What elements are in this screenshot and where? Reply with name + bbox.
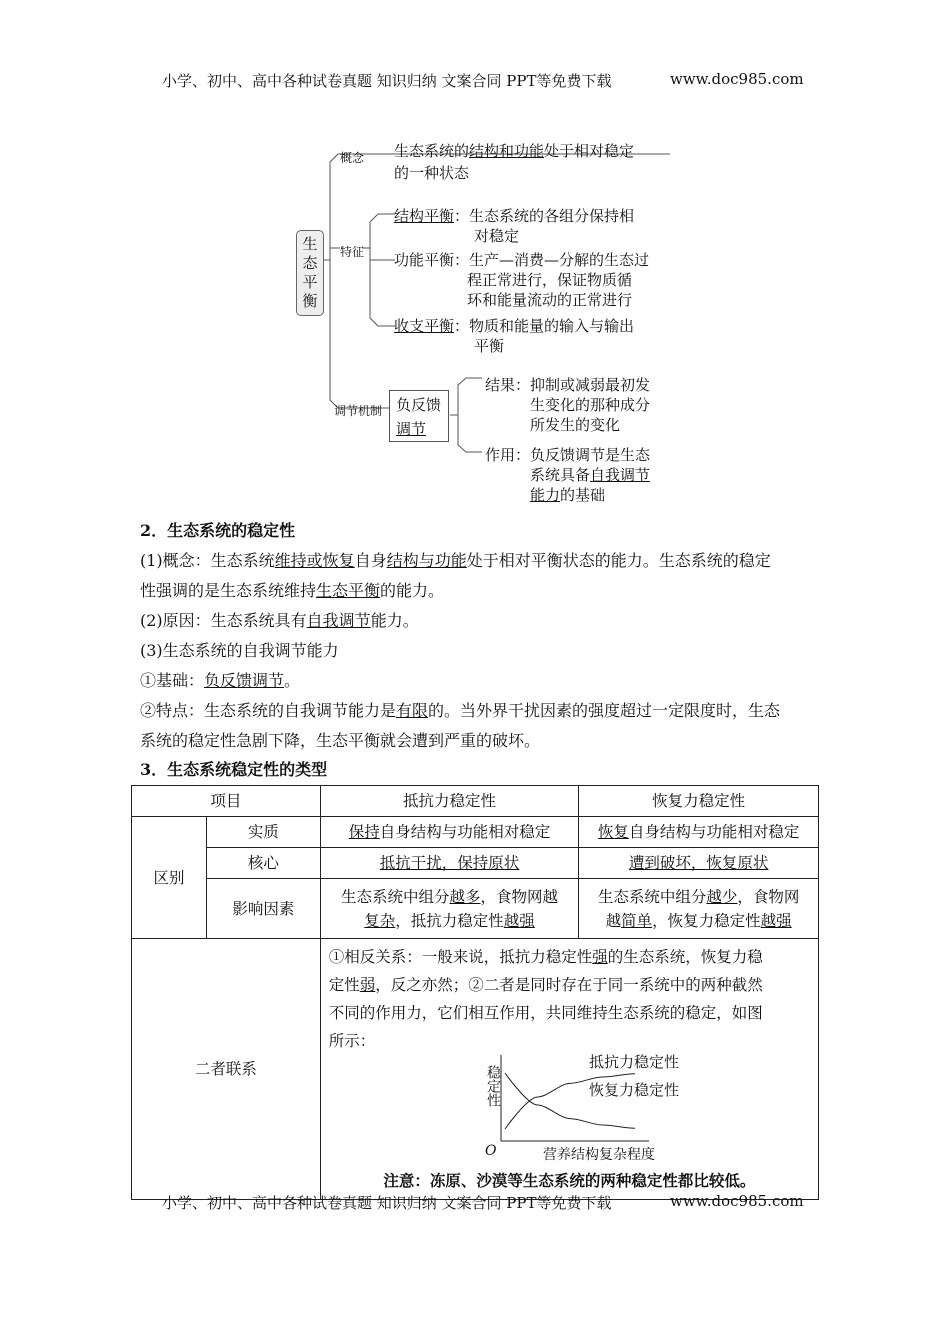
concept-label: 概念	[340, 151, 365, 165]
f1-line-2: 对稳定	[474, 227, 520, 245]
root-char: 态	[302, 254, 318, 272]
f2-line-3: 环和能量流动的正常进行	[467, 291, 633, 309]
concept-line-2: 的一种状态	[394, 164, 470, 182]
feature-label: 特征	[340, 245, 365, 259]
effect-label: 作用：	[485, 446, 531, 464]
f2-line-2: 程正常进行，保证物质循	[467, 271, 633, 289]
root-node	[296, 230, 324, 316]
row-essence: 实质	[206, 817, 320, 848]
root-char: 生	[302, 235, 318, 253]
stability-chart	[471, 1053, 679, 1165]
th-item: 项目	[132, 786, 321, 817]
s2-p7: 系统的稳定性急剧下降，生态平衡就会遭到严重的破坏。	[140, 731, 541, 750]
s2-p5: ①基础：负反馈调节。	[140, 671, 301, 690]
cell-r3c1: 生态系统中组分越多，食物网越 复杂，抵抗力稳定性越强	[320, 879, 579, 939]
series-label-recovery: 恢复力稳定性	[588, 1081, 679, 1099]
s2-p2: 性强调的是生态系统维持生态平衡的能力。	[140, 581, 445, 600]
result-label: 结果：	[485, 376, 531, 394]
row-core: 核心	[206, 848, 320, 879]
f1-line-1: 结构平衡：生态系统的各组分保持相	[394, 207, 635, 225]
root-char: 平	[302, 273, 318, 291]
f3-line-1: 收支平衡：物质和能量的输入与输出	[394, 317, 635, 335]
nf-line-1: 负反馈	[396, 396, 442, 414]
th-resist: 抵抗力稳定性	[320, 786, 579, 817]
footer-url[interactable]: www.doc985.com	[670, 1192, 804, 1210]
s2-p3: (2)原因：生态系统具有自我调节能力。	[140, 611, 419, 630]
cell-r2c2: 遭到破坏，恢复原状	[579, 848, 819, 879]
cell-r3c2: 生态系统中组分越少，食物网 越简单，恢复力稳定性越强	[579, 879, 819, 939]
cell-relation: 二者联系	[132, 939, 321, 1200]
origin-label: O	[484, 1143, 497, 1159]
result-3: 所发生的变化	[530, 416, 621, 434]
cell-diff: 区别	[132, 817, 207, 939]
series-label-resistance: 抵抗力稳定性	[588, 1053, 679, 1071]
concept-line-1: 生态系统的结构和功能处于相对稳定	[394, 142, 635, 160]
cell-relation-content: ①相反关系：一般来说，抵抗力稳定性强的生态系统，恢复力稳 定性弱，反之亦然；②二者是同时存在于同一系统中的两种截然 不同的作用力，它们相互作用，共同维持生态系统的稳定，如图 所示： 抵抗力稳定性 恢复力稳定性 稳定性 O 营养结构复杂程度 注意：冻原、沙漠等生态系统的两种稳定性都比较低。	[320, 939, 818, 1200]
effect-3: 能力的基础	[530, 486, 606, 504]
effect-1: 负反馈调节是生态	[530, 446, 651, 464]
result-1: 抑制或减弱最初发	[530, 376, 651, 394]
x-axis-label: 营养结构复杂程度	[542, 1147, 655, 1163]
y-axis-label: 稳定性	[484, 1065, 501, 1107]
stability-table	[131, 785, 819, 1200]
effect-2: 系统具备自我调节	[530, 466, 651, 484]
root-char: 衡	[302, 292, 318, 310]
cell-r1c1: 保持自身结构与功能相对稳定	[320, 817, 579, 848]
s2-p6: ②特点：生态系统的自我调节能力是有限的。当外界干扰因素的强度超过一定限度时，生态	[140, 701, 781, 720]
f2-line-1: 功能平衡：生产—消费—分解的生态过	[394, 251, 650, 269]
result-2: 生变化的那种成分	[530, 396, 651, 414]
row-factors: 影响因素	[206, 879, 320, 939]
cell-r1c2: 恢复自身结构与功能相对稳定	[579, 817, 819, 848]
section3-title: 3．生态系统稳定性的类型	[140, 760, 328, 779]
header-url[interactable]: www.doc985.com	[670, 70, 804, 88]
chart-area	[329, 1055, 810, 1167]
cell-r2c1: 抵抗干扰，保持原状	[320, 848, 579, 879]
negative-feedback-node	[389, 390, 449, 442]
f3-line-2: 平衡	[474, 337, 505, 355]
nf-line-2: 调节	[396, 420, 427, 438]
s2-p1: (1)概念：生态系统维持或恢复自身结构与功能处于相对平衡状态的能力。生态系统的稳定	[140, 551, 771, 570]
note: 注意：冻原、沙漠等生态系统的两种稳定性都比较低。	[383, 1171, 756, 1190]
header-text: 小学、初中、高中各种试卷真题 知识归纳 文案合同 PPT等免费下载	[162, 72, 612, 90]
th-recover: 恢复力稳定性	[579, 786, 819, 817]
footer-text: 小学、初中、高中各种试卷真题 知识归纳 文案合同 PPT等免费下载	[162, 1194, 612, 1212]
reg-label: 调节机制	[334, 404, 383, 418]
s2-p4: (3)生态系统的自我调节能力	[140, 641, 339, 660]
section2-title: 2．生态系统的稳定性	[140, 521, 296, 540]
